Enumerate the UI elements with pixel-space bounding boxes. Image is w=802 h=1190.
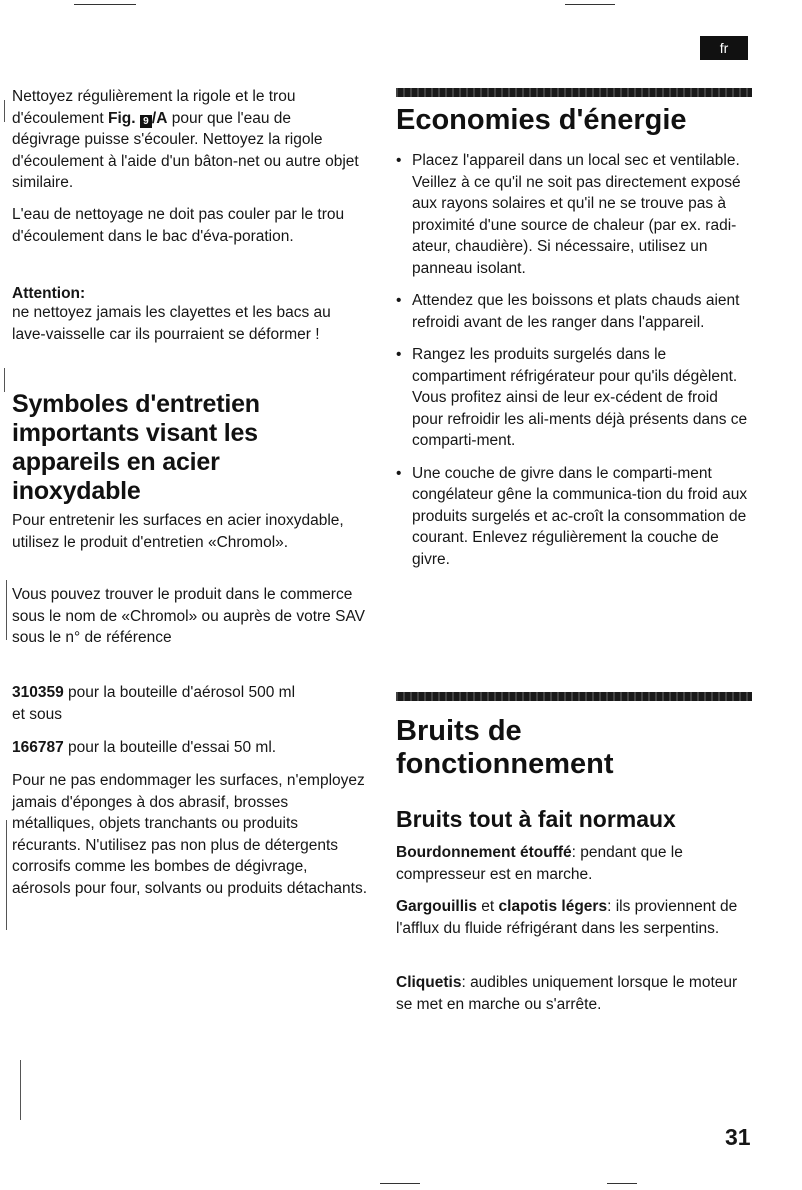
attention-text: ne nettoyez jamais les clayettes et les bacs au lave-vaisselle car ils pourraient se déformer ! — [12, 304, 331, 343]
noise-gurgling-text: : ils proviennent de l'afflux du fluide réfrigérant dans les serpentins. — [396, 898, 738, 937]
energy-heading: Economies d'énergie — [396, 104, 687, 136]
scan-line — [380, 1183, 420, 1184]
scan-line — [74, 4, 136, 5]
noise-gurgling-label: Gargouillis — [396, 898, 477, 915]
scan-line — [565, 4, 615, 5]
language-badge: fr — [700, 36, 748, 60]
noise-humming — [396, 842, 752, 885]
energy-tip: • Une couche de givre dans le comparti-ment congélateur gêne la communica-tion du froid aux produits surgelés et ac-croît la consommation de courant. Enlevez régulièrement la couche de givre. — [396, 463, 752, 571]
chromol-paragraph: Pour entretenir les surfaces en acier inoxydable, utilisez le produit d'entretien «Chromol». — [12, 512, 344, 551]
page-number: 31 — [725, 1124, 751, 1150]
margin-mark — [6, 580, 7, 640]
margin-mark — [4, 368, 5, 392]
margin-mark — [20, 1060, 21, 1120]
reference-paragraph: Vous pouvez trouver le produit dans le commerce sous le nom de «Chromol» ou auprès de votre SAV sous le n° de référence — [12, 586, 365, 646]
section-bar-noise — [396, 692, 752, 701]
noise-gurgling-conjunction: et — [481, 898, 495, 915]
margin-mark — [6, 820, 7, 930]
reference-2-text: pour la bouteille d'essai 50 ml. — [68, 739, 277, 756]
drain-text-start: Nettoyez régulièrement la rigole et le trou d'écoulement — [12, 88, 296, 127]
noise-gurgling — [396, 896, 752, 939]
normal-noise-subheading: Bruits tout à fait normaux — [396, 806, 676, 832]
noise-humming-label: Bourdonnement étouffé — [396, 844, 572, 861]
noise-clicking-text: : audibles uniquement lorsque le moteur se met en marche ou s'arrête. — [396, 974, 738, 1013]
reference-2 — [12, 737, 368, 759]
noise-humming-text: : pendant que le compresseur est en marche. — [396, 844, 683, 883]
section-bar-energy — [396, 88, 752, 97]
margin-mark — [4, 100, 5, 122]
energy-tip: • Attendez que les boissons et plats chauds aient refroidi avant de les ranger dans l'appareil. — [396, 290, 752, 333]
figure-ref-label: Fig. — [108, 109, 136, 127]
figure-number-icon: 9 — [140, 115, 152, 128]
reference-1-text: pour la bouteille d'aérosol 500 ml — [68, 684, 296, 701]
stainless-heading: Symboles d'entretien importants visant les appareils en acier inoxydable — [12, 390, 260, 505]
noise-heading: Bruits de fonctionnement — [396, 715, 614, 780]
drain-paragraph — [12, 86, 360, 194]
et-sous: et sous — [12, 706, 62, 723]
scan-line — [607, 1183, 637, 1184]
noise-clicking-label: Cliquetis — [396, 974, 462, 991]
energy-tip: • Rangez les produits surgelés dans le compartiment réfrigérateur pour qu'ils dégèlent. Vous profitez ainsi de leur ex-cédent de froid pour refroidir les ali-ments déjà présents dans ce comparti-ment. — [396, 344, 752, 452]
reference-1-code: 310359 — [12, 684, 64, 701]
energy-tip: • Placez l'appareil dans un local sec et ventilable. Veillez à ce qu'il ne soit pas directement exposé aux rayons solaires et qu'il ne se trouve pas à proximité d'une source de chaleur (par ex. radi-ateur, chaudière). Si nécessaire, utilisez un panneau isolant. — [396, 150, 752, 279]
noise-clicking — [396, 972, 752, 1015]
reference-1 — [12, 682, 368, 704]
noise-splashing-label: clapotis légers — [498, 898, 608, 915]
energy-tips-list — [396, 150, 752, 570]
surface-care-paragraph: Pour ne pas endommager les surfaces, n'employez jamais d'éponges à dos abrasif, brosses métalliques, objets tranchants ou produits récurants. N'utilisez pas non plus de détergents corrosifs comme les bombes de dégivrage, aérosols pour four, solvants ou produits détachants. — [12, 772, 367, 897]
cleaning-water-paragraph: L'eau de nettoyage ne doit pas couler par le trou d'écoulement dans le bac d'éva-poration. — [12, 206, 345, 245]
reference-2-code: 166787 — [12, 739, 64, 756]
figure-ref-suffix: /A — [151, 109, 168, 127]
attention-title: Attention: — [12, 285, 86, 302]
drain-text-end: pour que l'eau de dégivrage puisse s'écouler. Nettoyez la rigole d'écoulement à l'aide d'un bâton-net ou autre objet similaire. — [12, 109, 359, 191]
